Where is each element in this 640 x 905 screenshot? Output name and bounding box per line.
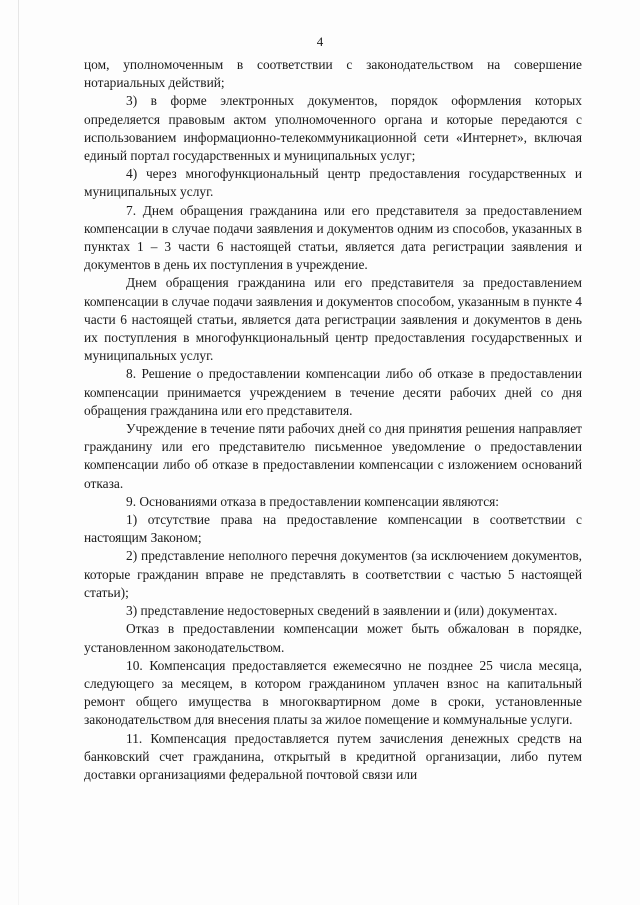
document-body [84, 56, 582, 784]
paragraph: 10. Компенсация предоставляется ежемесячно не позднее 25 числа месяца, следующего за месяцем, в котором гражданином уплачен взнос на капитальный ремонт общего имущества в многоквартирном доме в сроки, установленные законодательством для внесения платы за жилое помещение и коммунальные услуги. [84, 657, 582, 728]
paragraph: Учреждение в течение пяти рабочих дней со дня принятия решения направляет гражданину или его представителю письменное уведомление о предоставлении компенсации либо об отказе в предоставлении компенсации с изложением оснований отказа. [84, 421, 582, 491]
page-number: 4 [316, 34, 324, 49]
scan-edge [18, 0, 19, 905]
paragraph: 11. Компенсация предоставляется путем зачисления денежных средств на банковский счет гражданина, открытый в кредитной организации, либо путем доставки организациями федеральной почтовой связи или [84, 730, 582, 782]
paragraph-continuation: цом, уполномоченным в соответствии с законодательством на совершение нотариальных действий; [84, 57, 582, 91]
paragraph: 3) представление недостоверных сведений в заявлении и (или) документах. [126, 603, 558, 619]
paragraph: 9. Основаниями отказа в предоставлении компенсации являются: [126, 493, 500, 509]
paragraph: 1) отсутствие права на предоставление компенсации в соответствии с настоящим Законом; [84, 512, 582, 546]
paragraph: 3) в форме электронных документов, порядок оформления которых определяется правовым актом уполномоченного органа и которые передаются с использованием информационно-телекоммуникационной сети «Интернет», включая единый портал государственных и муниципальных услуг; [84, 93, 582, 164]
paragraph: 8. Решение о предоставлении компенсации либо об отказе в предоставлении компенсации принимается учреждением в течение десяти рабочих дней со дня обращения гражданина или его представителя. [84, 366, 582, 418]
paragraph: 2) представление неполного перечня документов (за исключением документов, которые гражданин вправе не представлять в соответствии с частью 5 настоящей статьи); [84, 548, 582, 600]
paragraph: Днем обращения гражданина или его представителя за предоставлением компенсации в случае подачи заявления и документов способом, указанным в пункте 4 части 6 настоящей статьи, является дата регистрации заявления и документов в день их поступления в многофункциональный центр предоставления государственных и муниципальных услуг. [84, 275, 582, 364]
paragraph: 4) через многофункциональный центр предоставления государственных и муниципальных услуг. [84, 166, 582, 200]
paragraph: Отказ в предоставлении компенсации может быть обжалован в порядке, установленном законодательством. [84, 621, 582, 655]
paragraph: 7. Днем обращения гражданина или его представителя за предоставлением компенсации в случае подачи заявления и документов одним из способов, указанных в пунктах 1 – 3 части 6 настоящей статьи, является дата регистрации заявления и документов в день их поступления в учреждение. [84, 202, 582, 273]
